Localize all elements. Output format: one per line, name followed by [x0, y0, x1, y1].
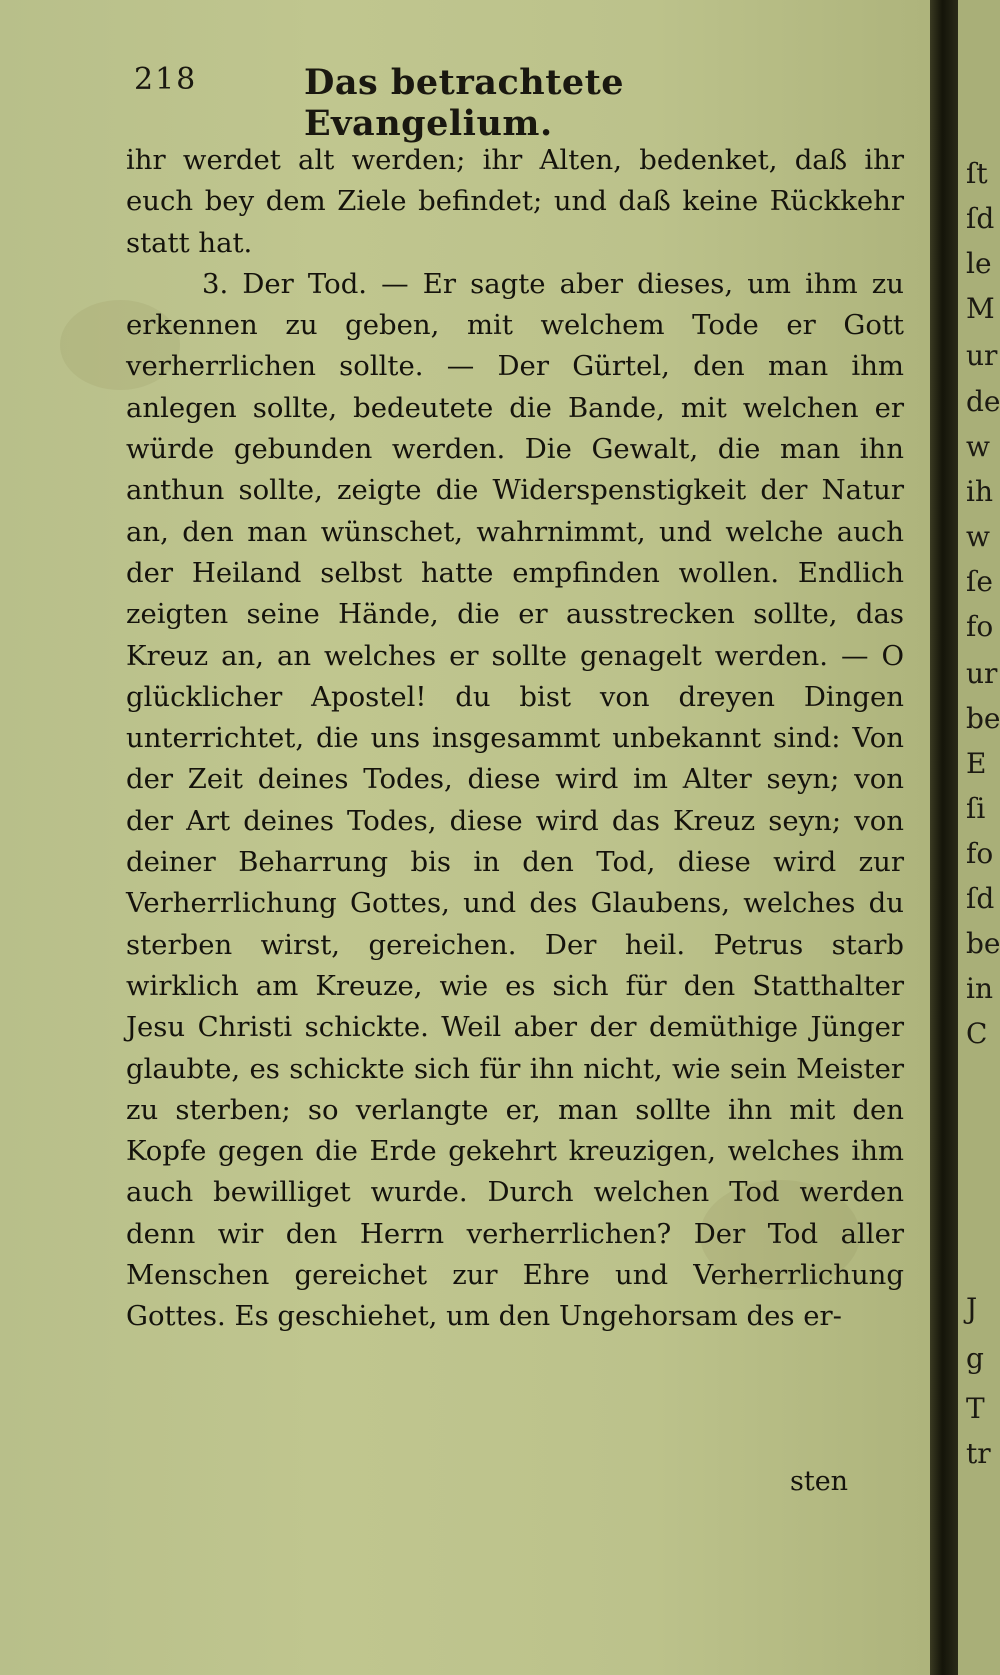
running-title: Das betrachtete Evangelium.: [304, 62, 625, 144]
catchword: sten: [790, 1466, 849, 1497]
next-page-fragment: ſe: [966, 565, 993, 598]
next-page-fragment: M: [966, 292, 995, 325]
next-page-fragment: ſi: [966, 792, 986, 825]
next-page-fragment: le: [966, 247, 992, 280]
next-page-fragment: C: [966, 1017, 988, 1050]
next-page-fragment: J: [966, 1292, 978, 1325]
next-page-fragment: w: [966, 430, 990, 463]
next-page-fragment: T: [966, 1392, 985, 1425]
next-page-fragment: ſt: [966, 157, 988, 190]
next-page-fragment: fo: [966, 837, 994, 870]
paragraph-death: 3. Der Tod. — Er sagte aber dieses, um ihm zu erkennen zu geben, mit welchem Tode er Gott verherrlichen sollte. — Der Gürtel, den man ihm anlegen sollte, bedeutete die Bande, mit welchen er würde gebunden werden. Die Gewalt, die man ihn anthun sollte, zeigte die Widerspenstigkeit der Natur an, den man wünschet, wahrnimmt, und welche auch der Heiland selbst hatte empfinden wollen. Endlich zeigten seine Hände, die er ausstrecken sollte, das Kreuz an, an welches er sollte genagelt werden. — O glücklicher Apostel! du bist von dreyen Dingen unterrichtet, die uns insgesammt unbekannt sind: Von der Zeit deines Todes, diese wird im Alter seyn; von der Art deines Todes, diese wird das Kreuz seyn; von deiner Beharrung bis in den Tod, diese wird zur Verherrlichung Gottes, und des Glaubens, welches du sterben wirst, gereichen. Der heil. Petrus starb wirklich am Kreuze, wie es sich für den Statthalter Jesu Christi schickte. Weil aber der demüthige Jünger glaubte, es schickte sich für ihn nicht, wie sein Meister zu sterben; so verlangte er, man sollte ihn mit den Kopfe gegen die Erde gekehrt kreuzigen, welches ihm auch bewilliget wurde. Durch welchen Tod werden denn wir den Herrn verherrlichen? Der Tod aller Menschen gereichet zur Ehre und Verherrlichung Gottes. Es geschiehet, um den Ungehorsam des er-: [126, 267, 904, 1333]
next-page-fragment: fo: [966, 610, 994, 643]
next-page-fragment: E: [966, 747, 987, 780]
next-page-fragment: in: [966, 972, 993, 1005]
next-page-edge: [958, 0, 1000, 1675]
body-text: [126, 140, 904, 1338]
next-page-fragment: be: [966, 927, 1000, 960]
page-header: [134, 62, 834, 144]
next-page-fragment: ur: [966, 339, 998, 372]
next-page-fragment: w: [966, 520, 990, 553]
next-page-fragment: tr: [966, 1437, 991, 1470]
page-number: 218: [134, 62, 198, 97]
next-page-fragment: ſd: [966, 202, 995, 235]
next-page-fragment: ih: [966, 475, 993, 508]
paragraph-continuation: ihr werdet alt werden; ihr Alten, bedenket, daß ihr euch bey dem Ziele befindet; und daß keine Rückkehr statt hat.: [126, 144, 904, 259]
next-page-fragment: de: [966, 385, 1000, 418]
book-gutter: [930, 0, 958, 1675]
next-page-fragment: g: [966, 1342, 984, 1375]
next-page-fragment: be: [966, 702, 1000, 735]
next-page-fragment: ſd: [966, 882, 995, 915]
next-page-fragment: ur: [966, 657, 998, 690]
